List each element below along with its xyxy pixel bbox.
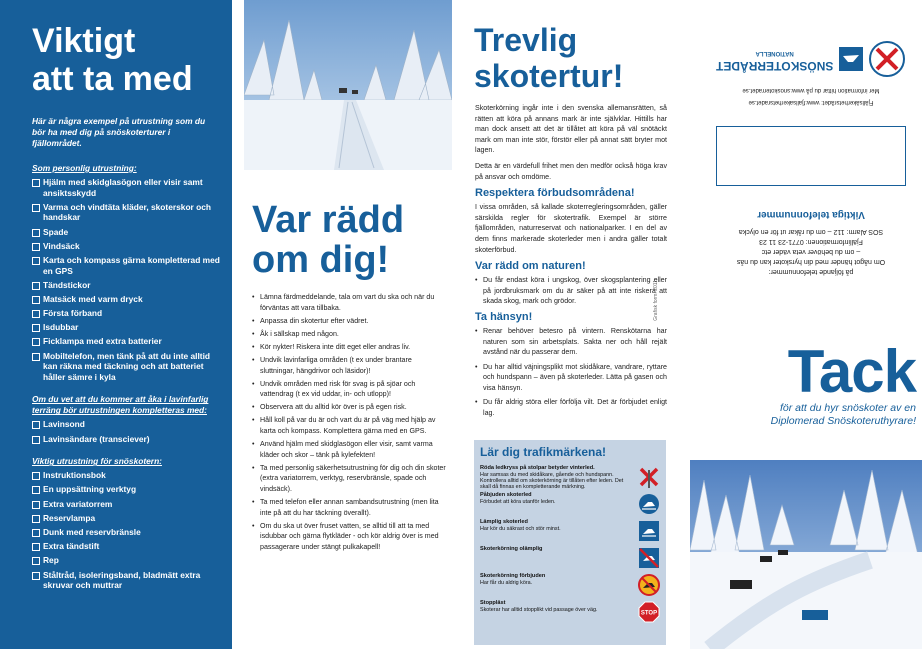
list-item: Vindsäck [32, 241, 220, 252]
list-item: • Du får endast köra i ungskog, över skogsplantering eller på jordbruksmark om du är säker på att inte riskera att skada skog, mark och grödor. [475, 275, 667, 307]
back-panel [686, 0, 922, 649]
list-item: • Anpassa din skotertur efter vädret. [252, 316, 448, 327]
paragraph: I vissa områden, så kallade skoterregleringsområden, gäller särskilda regler för skotertrafik. Exempel är större fjällområden, naturreservat och nationalparker. I en del av dem finns markerade skoterleder men i andra gäller totalt skoterförbud. [475, 203, 667, 254]
safety-title: Var rädd om dig! [252, 199, 405, 281]
phone-entry-box [716, 126, 906, 186]
list-item: Spade [32, 227, 220, 238]
snoskoterradet-logo-icon [838, 46, 864, 72]
list-item: En uppsättning verktyg [32, 484, 220, 495]
fjallsakerhet-logo-icon [868, 40, 906, 78]
snowmobile-unsuitable-icon [638, 547, 660, 569]
svg-text:STOP: STOP [640, 610, 658, 617]
list-item: • Använd hjälm med skidglasögon eller visir, samt varma kläder och skor – tänk på kylefekten! [252, 439, 448, 460]
sign-row: Påbjuden skoterled Förbudet att köra utanför leden. [480, 492, 660, 519]
safety-list [252, 292, 448, 555]
tour-body [475, 103, 667, 423]
list-item: • Ta med personlig säkerhetsutrustning för dig och din skoter (extra variatorrem, verktyg, reservbränsle, spade och vindsäck). [252, 463, 448, 495]
list-item: • Om du ska ut över fruset vatten, se alltid till att ta med isdubbar och gärna flytkläder - och kör aldrig över is med passagerare under stängt pulkakapell! [252, 521, 448, 553]
list-item: Isdubbar [32, 322, 220, 333]
list-item: Extra variatorrem [32, 499, 220, 510]
list-item: • Kör nykter! Riskera inte ditt eget eller andras liv. [252, 342, 448, 353]
respect-heading: Ta hänsyn! [475, 310, 533, 323]
list-item: • Åk i sällskap med någon. [252, 329, 448, 340]
paragraph: Skoterkörning ingår inte i den svenska allemansrätten, så rätten att köra på annans mark är inte självklar. Hittills har man dock ansett att det är tillåtet att köra på väl snötäckt mark om man inte stör, förstör eller på annat sätt bryter mot lagen. [475, 104, 667, 155]
website-text: Mer information hittar du på www.snoskoterradet.se [742, 87, 880, 93]
traffic-signs-box [474, 440, 666, 645]
list-item: • Undvik områden med risk för svag is på sjöar och vattendrag (t ex vid uddar, in- och utlopp)! [252, 379, 448, 400]
snowmobile-forbidden-icon [638, 574, 660, 596]
thanks-title: Tack [787, 338, 916, 405]
nature-list [475, 275, 667, 307]
snowmobile-photo [244, 0, 452, 170]
tour-title: Trevlig skotertur! [474, 22, 624, 94]
website-text: Fjällsäkerhetsrådet: www.fjallsakerhetsradet.se [748, 99, 874, 105]
list-item: Dunk med reservbränsle [32, 527, 220, 538]
list-item: • Undvik lavinfarliga områden (t ex under brantare sluttningar, hängdrivor och läsidor)! [252, 355, 448, 376]
list-item: Extra tändstift [32, 541, 220, 552]
list-item: Rep [32, 555, 220, 566]
list-item: Lavinsändare (transciever) [32, 434, 220, 445]
sign-row: Röda ledkryss på stolpar betyder vinterled. Har samsas du med skidåkare, gående och hundspann. Kontrollera alltid om skoterkörning är tillåten efter leden. Det skall då finnas en kompletterande märkning. [480, 465, 660, 492]
snowmobile-list [32, 470, 220, 591]
spine-credit: Grafisk form: 2011 [653, 280, 659, 321]
paragraph: Detta är en värdefull frihet men den medför också höga krav på ansvar och omdöme. [475, 161, 667, 181]
sign-row: Stoppläst Skoterar har alltid stopplikt vid passage över väg. STOP [480, 600, 660, 627]
list-item: Lavinsond [32, 419, 220, 430]
signs-title: Lär dig trafikmärkena! [480, 445, 607, 459]
sign-row: Skoterkörning olämplig [480, 546, 660, 573]
sign-row: Skoterkörning förbjuden Har får du aldrig köra. [480, 573, 660, 600]
sign-row: Lämplig skoterled Har kör du säkrast och stör minst. [480, 519, 660, 546]
personal-heading: Som personlig utrustning: [32, 163, 137, 173]
list-item: Karta och kompass gärna kompletterad med en GPS [32, 255, 220, 276]
avalanche-list [32, 419, 220, 444]
list-item: Varma och vindtäta kläder, skoterskor och handskar [32, 202, 220, 223]
list-item: Ståltråd, isoleringsband, bladmätt extra skruvar och muttrar [32, 570, 220, 591]
stop-sign-icon [638, 601, 660, 623]
list-item: Hjälm med skidglasögon eller visir samt ansiktsskydd [32, 177, 220, 198]
list-item: Ficklampa med extra batterier [32, 336, 220, 347]
list-item: Instruktionsbok [32, 470, 220, 481]
personal-list [32, 177, 220, 382]
safety-panel [232, 0, 454, 649]
brand-name: SNÖSKOTERRÅDET NATIONELLA [716, 50, 834, 73]
snowmobile-heading: Viktig utrustning för snöskotern: [32, 456, 162, 467]
equipment-panel [0, 0, 232, 649]
list-item: • Renar behöver betesro på vintern. Renskötarna har naturen som sin arbetsplats. Sakta ner och håll rejält avstånd när du passerar dem. [475, 326, 667, 358]
logo-area [716, 10, 906, 110]
list-item: Reservlampa [32, 513, 220, 524]
list-item: • Observera att du alltid kör över is på egen risk. [252, 402, 448, 413]
red-cross-icon [638, 466, 660, 488]
nature-heading: Var rädd om naturen! [475, 260, 586, 273]
list-item: Tändstickor [32, 280, 220, 291]
list-item: • Lämna färdmeddelande, tala om vart du ska och när du förväntas att vara tillbaka. [252, 292, 448, 313]
snowmobile-photo [690, 460, 922, 649]
list-item: • Håll koll på var du är och vart du är på väg med hjälp av karta och kompass. Komplettera gärna med en GPS. [252, 415, 448, 436]
equipment-intro: Här är några exempel på utrustning som du bör ha med dig på snöskoterturer i fjällområdet. [32, 116, 206, 148]
snowmobile-trail-icon [638, 520, 660, 542]
thanks-block: Tack för att du hyr snöskoter av en Diplomerad Snöskoteruthyrare! [706, 342, 916, 428]
list-item: Matsäck med varm dryck [32, 294, 220, 305]
list-item: • Du har alltid väjningsplikt mot skidåkare, vandrare, ryttare och hundspann – även på skoterleder. Lätta på gasen och visa hänsyn. [475, 362, 667, 394]
restricted-heading: Respektera förbudsområdena! [475, 187, 635, 200]
list-item: • Du får aldrig störa eller förfölja vilt. Det är förbjudet enligt lag. [475, 397, 667, 418]
snowmobile-mandatory-icon [638, 493, 660, 515]
list-item: Mobiltelefon, men tänk på att du inte alltid kan räkna med täckning och att batteriet håller sämre i kyla [32, 351, 220, 383]
equipment-title: Viktigt att ta med [32, 22, 193, 98]
phone-title: Viktiga telefonnummer [757, 209, 865, 220]
phone-numbers: på följande telefonnummer: Om något händer med din hyrskoter kan du nås – om du behöver veta väder etc Fjällinformationen: 0771-23 11 23 SOS Alarm: 112 – om du råkar ut för en olycka Viktiga telefonnummer [716, 190, 906, 276]
avalanche-heading: Om du vet att du kommer att åka i lavinfarlig terräng bör utrustningen kompletteras med: [32, 394, 209, 416]
respect-list [475, 326, 667, 419]
list-item: • Ta med telefon eller annan sambandsutrustning (men lita inte på att du har täckning överallt). [252, 497, 448, 518]
list-item: Första förband [32, 308, 220, 319]
